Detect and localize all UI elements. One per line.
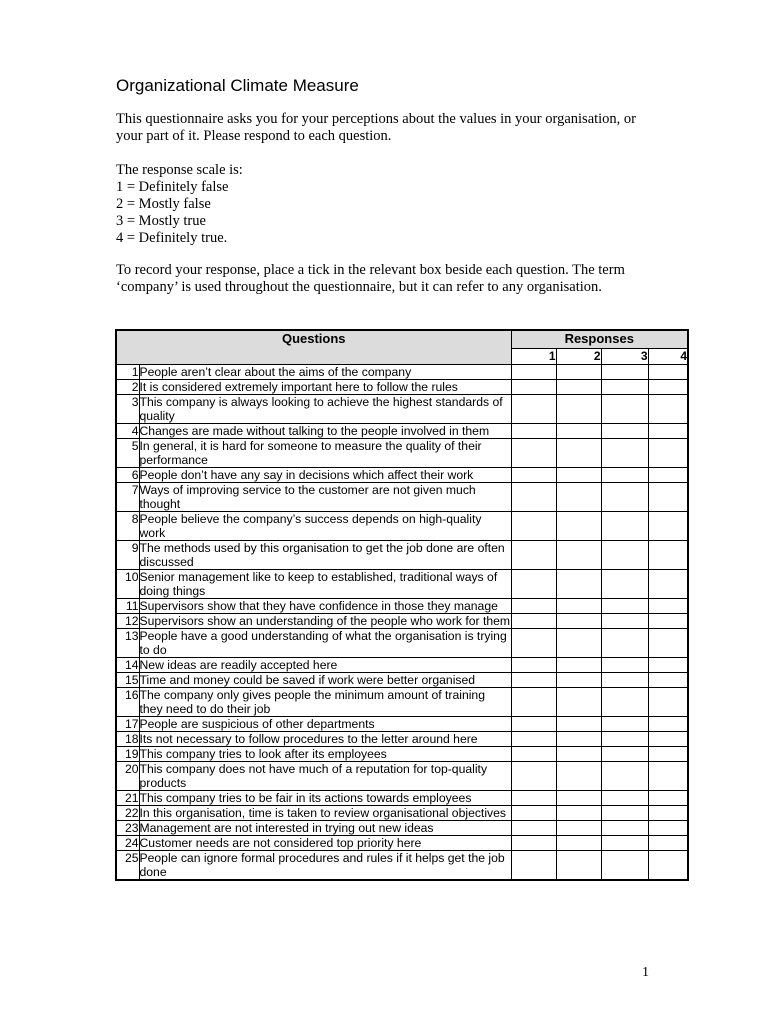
question-number: 13 [116, 629, 139, 658]
response-box-4[interactable] [648, 468, 688, 483]
response-box-2[interactable] [556, 732, 601, 747]
response-box-2[interactable] [556, 570, 601, 599]
response-box-3[interactable] [601, 791, 648, 806]
response-scale [116, 162, 243, 247]
response-box-4[interactable] [648, 806, 688, 821]
question-number: 17 [116, 717, 139, 732]
response-box-4[interactable] [648, 629, 688, 658]
response-box-2[interactable] [556, 747, 601, 762]
table-row [116, 658, 688, 673]
table-row [116, 821, 688, 836]
response-box-2[interactable] [556, 483, 601, 512]
response-box-3[interactable] [601, 821, 648, 836]
response-box-4[interactable] [648, 483, 688, 512]
response-box-4[interactable] [648, 424, 688, 439]
response-box-3[interactable] [601, 762, 648, 791]
question-text: Ways of improving service to the customer are not given much thought [139, 483, 511, 512]
response-box-3[interactable] [601, 395, 648, 424]
table-row [116, 614, 688, 629]
response-box-2[interactable] [556, 380, 601, 395]
response-box-4[interactable] [648, 747, 688, 762]
question-number: 6 [116, 468, 139, 483]
response-box-3[interactable] [601, 836, 648, 851]
response-box-4[interactable] [648, 762, 688, 791]
response-box-4[interactable] [648, 599, 688, 614]
response-box-3[interactable] [601, 747, 648, 762]
response-box-1[interactable] [511, 821, 556, 836]
response-box-4[interactable] [648, 512, 688, 541]
question-number: 3 [116, 395, 139, 424]
response-box-2[interactable] [556, 365, 601, 380]
response-scale-heading: The response scale is: [116, 162, 243, 178]
question-number: 16 [116, 688, 139, 717]
response-column-2: 2 [556, 348, 601, 364]
response-box-3[interactable] [601, 483, 648, 512]
question-number: 24 [116, 836, 139, 851]
table-row [116, 512, 688, 541]
question-text: The company only gives people the minimum amount of training they need to do their job [139, 688, 511, 717]
question-text: Time and money could be saved if work were better organised [139, 673, 511, 688]
response-column-1: 1 [511, 348, 556, 364]
question-text: Its not necessary to follow procedures to the letter around here [139, 732, 511, 747]
question-text: This company tries to look after its employees [139, 747, 511, 762]
response-column-4: 4 [648, 348, 688, 364]
question-number: 9 [116, 541, 139, 570]
response-box-3[interactable] [601, 599, 648, 614]
question-text: Changes are made without talking to the people involved in them [139, 424, 511, 439]
table-row [116, 570, 688, 599]
question-text: Customer needs are not considered top priority here [139, 836, 511, 851]
questionnaire-table [115, 329, 689, 881]
response-box-3[interactable] [601, 424, 648, 439]
response-box-4[interactable] [648, 717, 688, 732]
response-box-2[interactable] [556, 541, 601, 570]
question-text: Management are not interested in trying out new ideas [139, 821, 511, 836]
table-row [116, 851, 688, 881]
scale-item: 1 = Definitely false [116, 179, 229, 195]
question-number: 25 [116, 851, 139, 881]
response-box-1[interactable] [511, 762, 556, 791]
response-box-2[interactable] [556, 468, 601, 483]
table-row [116, 762, 688, 791]
response-box-1[interactable] [511, 365, 556, 380]
response-box-3[interactable] [601, 570, 648, 599]
response-box-4[interactable] [648, 836, 688, 851]
table-row [116, 468, 688, 483]
question-number: 18 [116, 732, 139, 747]
question-rows [116, 365, 688, 881]
question-text: Senior management like to keep to established, traditional ways of doing things [139, 570, 511, 599]
response-box-2[interactable] [556, 599, 601, 614]
response-box-1[interactable] [511, 673, 556, 688]
response-box-4[interactable] [648, 541, 688, 570]
response-box-2[interactable] [556, 688, 601, 717]
response-box-1[interactable] [511, 791, 556, 806]
response-box-3[interactable] [601, 629, 648, 658]
response-box-1[interactable] [511, 717, 556, 732]
table-row [116, 747, 688, 762]
response-box-3[interactable] [601, 658, 648, 673]
response-box-1[interactable] [511, 424, 556, 439]
response-box-3[interactable] [601, 365, 648, 380]
responses-header: Responses [511, 330, 688, 348]
response-box-1[interactable] [511, 599, 556, 614]
intro-paragraph: This questionnaire asks you for your perceptions about the values in your organisation, or your part of it. Please respond to each question. [116, 111, 637, 144]
response-box-1[interactable] [511, 732, 556, 747]
question-text: This company does not have much of a reputation for top-quality products [139, 762, 511, 791]
response-box-1[interactable] [511, 570, 556, 599]
response-box-4[interactable] [648, 380, 688, 395]
question-text: People aren’t clear about the aims of the company [139, 365, 511, 380]
response-box-2[interactable] [556, 614, 601, 629]
record-instructions: To record your response, place a tick in the relevant box beside each question. The term ‘company’ is used throughout the questionnaire, but it can refer to any organisation. [116, 262, 625, 295]
table-row [116, 836, 688, 851]
question-text: Supervisors show that they have confidence in those they manage [139, 599, 511, 614]
response-box-1[interactable] [511, 747, 556, 762]
response-box-4[interactable] [648, 614, 688, 629]
response-box-1[interactable] [511, 658, 556, 673]
response-box-2[interactable] [556, 806, 601, 821]
table-row [116, 365, 688, 380]
question-number: 12 [116, 614, 139, 629]
question-text: Supervisors show an understanding of the people who work for them [139, 614, 511, 628]
response-box-2[interactable] [556, 395, 601, 424]
response-box-3[interactable] [601, 468, 648, 483]
response-box-2[interactable] [556, 439, 601, 468]
question-text: People can ignore formal procedures and rules if it helps get the job done [139, 851, 511, 881]
response-box-2[interactable] [556, 658, 601, 673]
response-box-2[interactable] [556, 717, 601, 732]
table-row [116, 806, 688, 821]
response-box-3[interactable] [601, 439, 648, 468]
scale-item: 4 = Definitely true. [116, 230, 228, 246]
table-row [116, 673, 688, 688]
scale-item: 2 = Mostly false [116, 196, 211, 212]
response-box-4[interactable] [648, 673, 688, 688]
question-text: This company tries to be fair in its actions towards employees [139, 791, 511, 806]
table-row [116, 629, 688, 658]
response-box-1[interactable] [511, 851, 556, 881]
table-row [116, 541, 688, 570]
question-number: 4 [116, 424, 139, 439]
response-box-3[interactable] [601, 717, 648, 732]
table-row [116, 791, 688, 806]
table-row [116, 424, 688, 439]
question-number: 10 [116, 570, 139, 599]
question-number: 11 [116, 599, 139, 614]
question-number: 14 [116, 658, 139, 673]
response-box-3[interactable] [601, 614, 648, 629]
response-box-1[interactable] [511, 541, 556, 570]
response-box-2[interactable] [556, 629, 601, 658]
table-row [116, 732, 688, 747]
response-box-1[interactable] [511, 468, 556, 483]
response-box-2[interactable] [556, 673, 601, 688]
question-text: New ideas are readily accepted here [139, 658, 511, 673]
response-box-2[interactable] [556, 791, 601, 806]
response-box-2[interactable] [556, 821, 601, 836]
question-number: 8 [116, 512, 139, 541]
response-box-3[interactable] [601, 732, 648, 747]
table-row [116, 688, 688, 717]
response-box-4[interactable] [648, 732, 688, 747]
response-box-4[interactable] [648, 439, 688, 468]
table-row [116, 599, 688, 614]
response-box-4[interactable] [648, 851, 688, 881]
table-row [116, 380, 688, 395]
question-number: 20 [116, 762, 139, 791]
response-box-4[interactable] [648, 791, 688, 806]
question-text: People believe the company’s success depends on high-quality work [139, 512, 511, 541]
question-text: People have a good understanding of what the organisation is trying to do [139, 629, 511, 658]
response-box-1[interactable] [511, 629, 556, 658]
response-box-1[interactable] [511, 614, 556, 629]
question-text: People are suspicious of other departments [139, 717, 511, 732]
response-box-4[interactable] [648, 688, 688, 717]
question-text: In general, it is hard for someone to measure the quality of their performance [139, 439, 511, 468]
response-box-3[interactable] [601, 688, 648, 717]
response-box-3[interactable] [601, 541, 648, 570]
response-box-2[interactable] [556, 762, 601, 791]
scale-item: 3 = Mostly true [116, 213, 206, 229]
table-row [116, 483, 688, 512]
question-number: 19 [116, 747, 139, 762]
question-text: The methods used by this organisation to get the job done are often discussed [139, 541, 511, 570]
response-box-4[interactable] [648, 658, 688, 673]
response-box-4[interactable] [648, 821, 688, 836]
question-number: 21 [116, 791, 139, 806]
response-box-2[interactable] [556, 851, 601, 881]
question-number: 1 [116, 365, 139, 380]
table-row [116, 395, 688, 424]
question-text: In this organisation, time is taken to review organisational objectives [139, 806, 511, 821]
response-box-2[interactable] [556, 424, 601, 439]
response-box-1[interactable] [511, 836, 556, 851]
response-box-3[interactable] [601, 673, 648, 688]
question-number: 2 [116, 380, 139, 395]
response-box-3[interactable] [601, 806, 648, 821]
question-number: 23 [116, 821, 139, 836]
page-number: 1 [642, 965, 649, 980]
table-row [116, 439, 688, 468]
response-box-1[interactable] [511, 395, 556, 424]
response-box-2[interactable] [556, 512, 601, 541]
question-text: This company is always looking to achieve the highest standards of quality [139, 395, 511, 424]
response-box-4[interactable] [648, 365, 688, 380]
response-box-4[interactable] [648, 395, 688, 424]
response-box-4[interactable] [648, 570, 688, 599]
question-number: 7 [116, 483, 139, 512]
response-box-2[interactable] [556, 836, 601, 851]
response-column-3: 3 [601, 348, 648, 364]
response-box-3[interactable] [601, 851, 648, 881]
response-box-3[interactable] [601, 512, 648, 541]
response-box-1[interactable] [511, 806, 556, 821]
page-title: Organizational Climate Measure [116, 76, 359, 95]
question-text: It is considered extremely important here to follow the rules [139, 380, 511, 395]
response-box-1[interactable] [511, 512, 556, 541]
questions-header: Questions [116, 330, 511, 365]
response-box-1[interactable] [511, 380, 556, 395]
response-box-1[interactable] [511, 688, 556, 717]
response-box-3[interactable] [601, 380, 648, 395]
question-number: 5 [116, 439, 139, 468]
response-box-1[interactable] [511, 483, 556, 512]
response-box-1[interactable] [511, 439, 556, 468]
question-number: 15 [116, 673, 139, 688]
question-number: 22 [116, 806, 139, 821]
question-text: People don’t have any say in decisions which affect their work [139, 468, 511, 483]
table-row [116, 717, 688, 732]
